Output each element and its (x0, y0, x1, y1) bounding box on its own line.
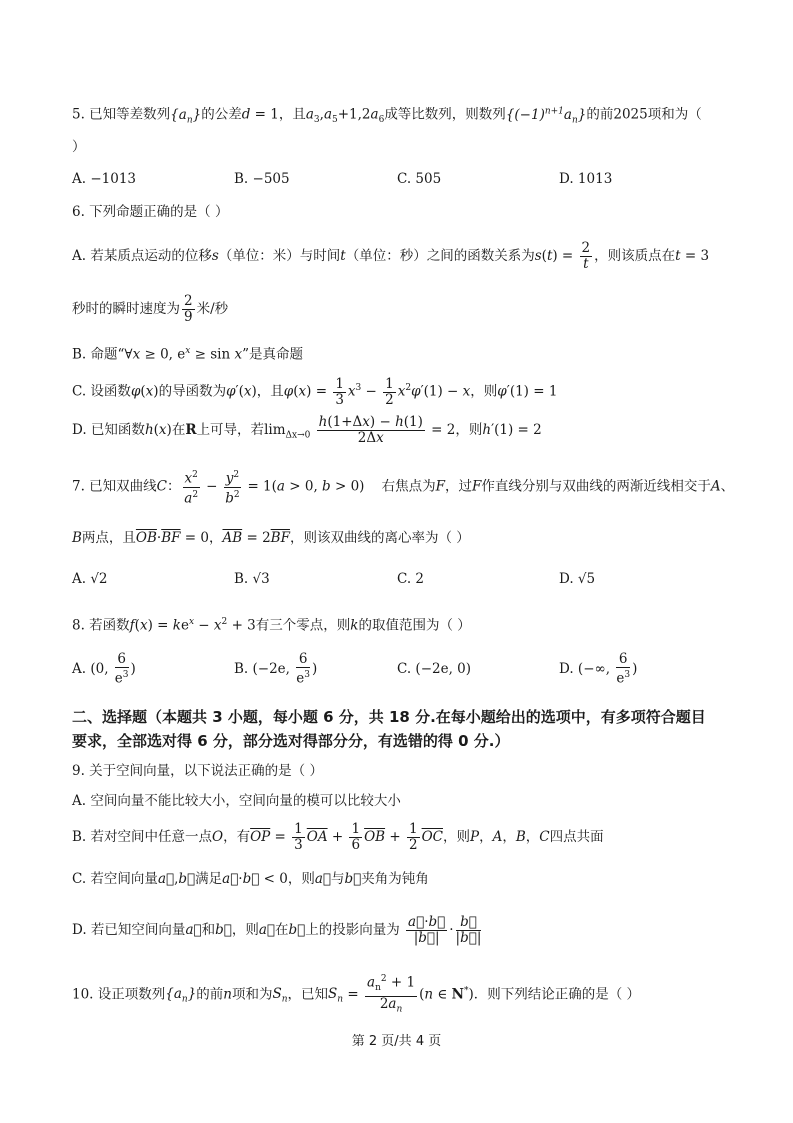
q6-stem: 6. 下列命题正确的是（ ） (72, 204, 229, 220)
q7-option-d: D. √5 (559, 571, 596, 587)
q9-option-b: B. 若对空间中任意一点O，有$\overline{OP}$ = $\frac{1}{3}$ $\overline{OA}$ + $\frac{1}{6}$ $\overline{OB}$ + $\frac{1}{2}$ $\overline{OC}$，则P，A，B，C四点共面 (72, 821, 604, 853)
section-2-heading: 二、选择题（本题共 3 小题，每小题 6 分，共 18 分.在每小题给出的选项中，有多项符合题目 (72, 708, 706, 726)
q5-option-b: B. −505 (234, 171, 290, 187)
q8-option-c: C. (−2e, 0) (397, 661, 472, 677)
q6-option-a-cont: 秒时的瞬时速度为 $\frac{2}{9}$ 米/秒 (72, 293, 229, 325)
q10-stem: 10. 设正项数列$\{a_n\}$的前n项和为$S_n$，已知$S_n$ = $\frac{a_n^2 + 1}{2a_n}$ (n ∈ N*)．则下列结论正确的是（ ） (72, 974, 641, 1015)
q7-option-c: C. 2 (397, 571, 425, 587)
q5-stem: 5. 已知等差数列$\{a_n\}$的公差d = 1，且$a_3,a_5+1,2a_6$成等比数列，则数列$\{(-1)^{n+1}a_n\}$的前2025项和为（ (72, 106, 702, 126)
q7-option-a: A. √2 (72, 571, 108, 587)
q6-option-c: C. 设函数φ(x)的导函数为φ′(x)，且φ(x) = $\frac{1}{3}$ $x^3$ − $\frac{1}{2}$ $x^2\varphi'(1) - x$，则φ′(1) = 1 (72, 375, 558, 408)
q8-option-a: A. (0, $\frac{6}{e^3}$ ) (72, 651, 136, 687)
q8-option-b: B. (−2e, $\frac{6}{e^3}$ ) (234, 651, 318, 687)
q5-stem-cont: ） (72, 139, 86, 155)
q9-stem: 9. 关于空间向量，以下说法正确的是（ ） (72, 763, 323, 779)
q7-option-b: B. √3 (234, 571, 270, 587)
q9-option-c: C. 若空间向量a⃗,b⃗满足a⃗·b⃗ < 0，则a⃗与b⃗夹角为钝角 (72, 871, 429, 887)
q5-option-c: C. 505 (397, 171, 442, 187)
section-2-heading-cont: 要求，全部选对得 6 分，部分选对得部分分，有选错的得 0 分.） (72, 732, 510, 750)
q8-option-d: D. (−∞, $\frac{6}{e^3}$ ) (559, 651, 638, 687)
q5-option-a: A. −1013 (72, 171, 136, 187)
q9-option-a: A. 空间向量不能比较大小，空间向量的模可以比较大小 (72, 793, 401, 809)
q6-option-a: A. 若某质点运动的位移s（单位：米）与时间t（单位：秒）之间的函数关系为s(t) = $\frac{2}{t}$ ，则该质点在t = 3 (72, 240, 710, 272)
q6-option-b: B. 命题“∀x ≥ 0, $e^x \ge \sin x$”是真命题 (72, 346, 303, 363)
q8-stem: 8. 若函数$f(x) = ke^x - x^2 + 3$有三个零点，则k的取值范围为（ ） (72, 617, 471, 634)
q7-stem: 7. 已知双曲线C： $\frac{x^2}{a^2}$ − $\frac{y^2}{b^2}$ = 1(a > 0, b > 0) 右焦点为F，过F作直线分别与双曲线的两渐近线相交于A、 (72, 470, 735, 506)
q5-option-d: D. 1013 (559, 171, 613, 187)
q9-option-d: D. 若已知空间向量a⃗和b⃗，则a⃗在b⃗上的投影向量为 $\frac{a⃗\cdot b⃗}{|b⃗|}$ · $\frac{b⃗}{|b⃗|}$ (72, 914, 482, 946)
page-footer: 第 2 页/共 4 页 (351, 1034, 442, 1049)
q6-option-d: D. 已知函数h(x)在R上可导，若$\lim_{\Delta x\to 0}$ $\frac{h(1+\Delta x) - h(1)}{2\Delta x}$ = 2，则h′(1) = 2 (72, 414, 542, 446)
q7-stem-cont: B两点，且$\overline{OB}\cdot\overline{BF} = 0$，$\overline{AB} = 2\overline{BF}$，则该双曲线的离心率为（ ） (72, 530, 470, 546)
